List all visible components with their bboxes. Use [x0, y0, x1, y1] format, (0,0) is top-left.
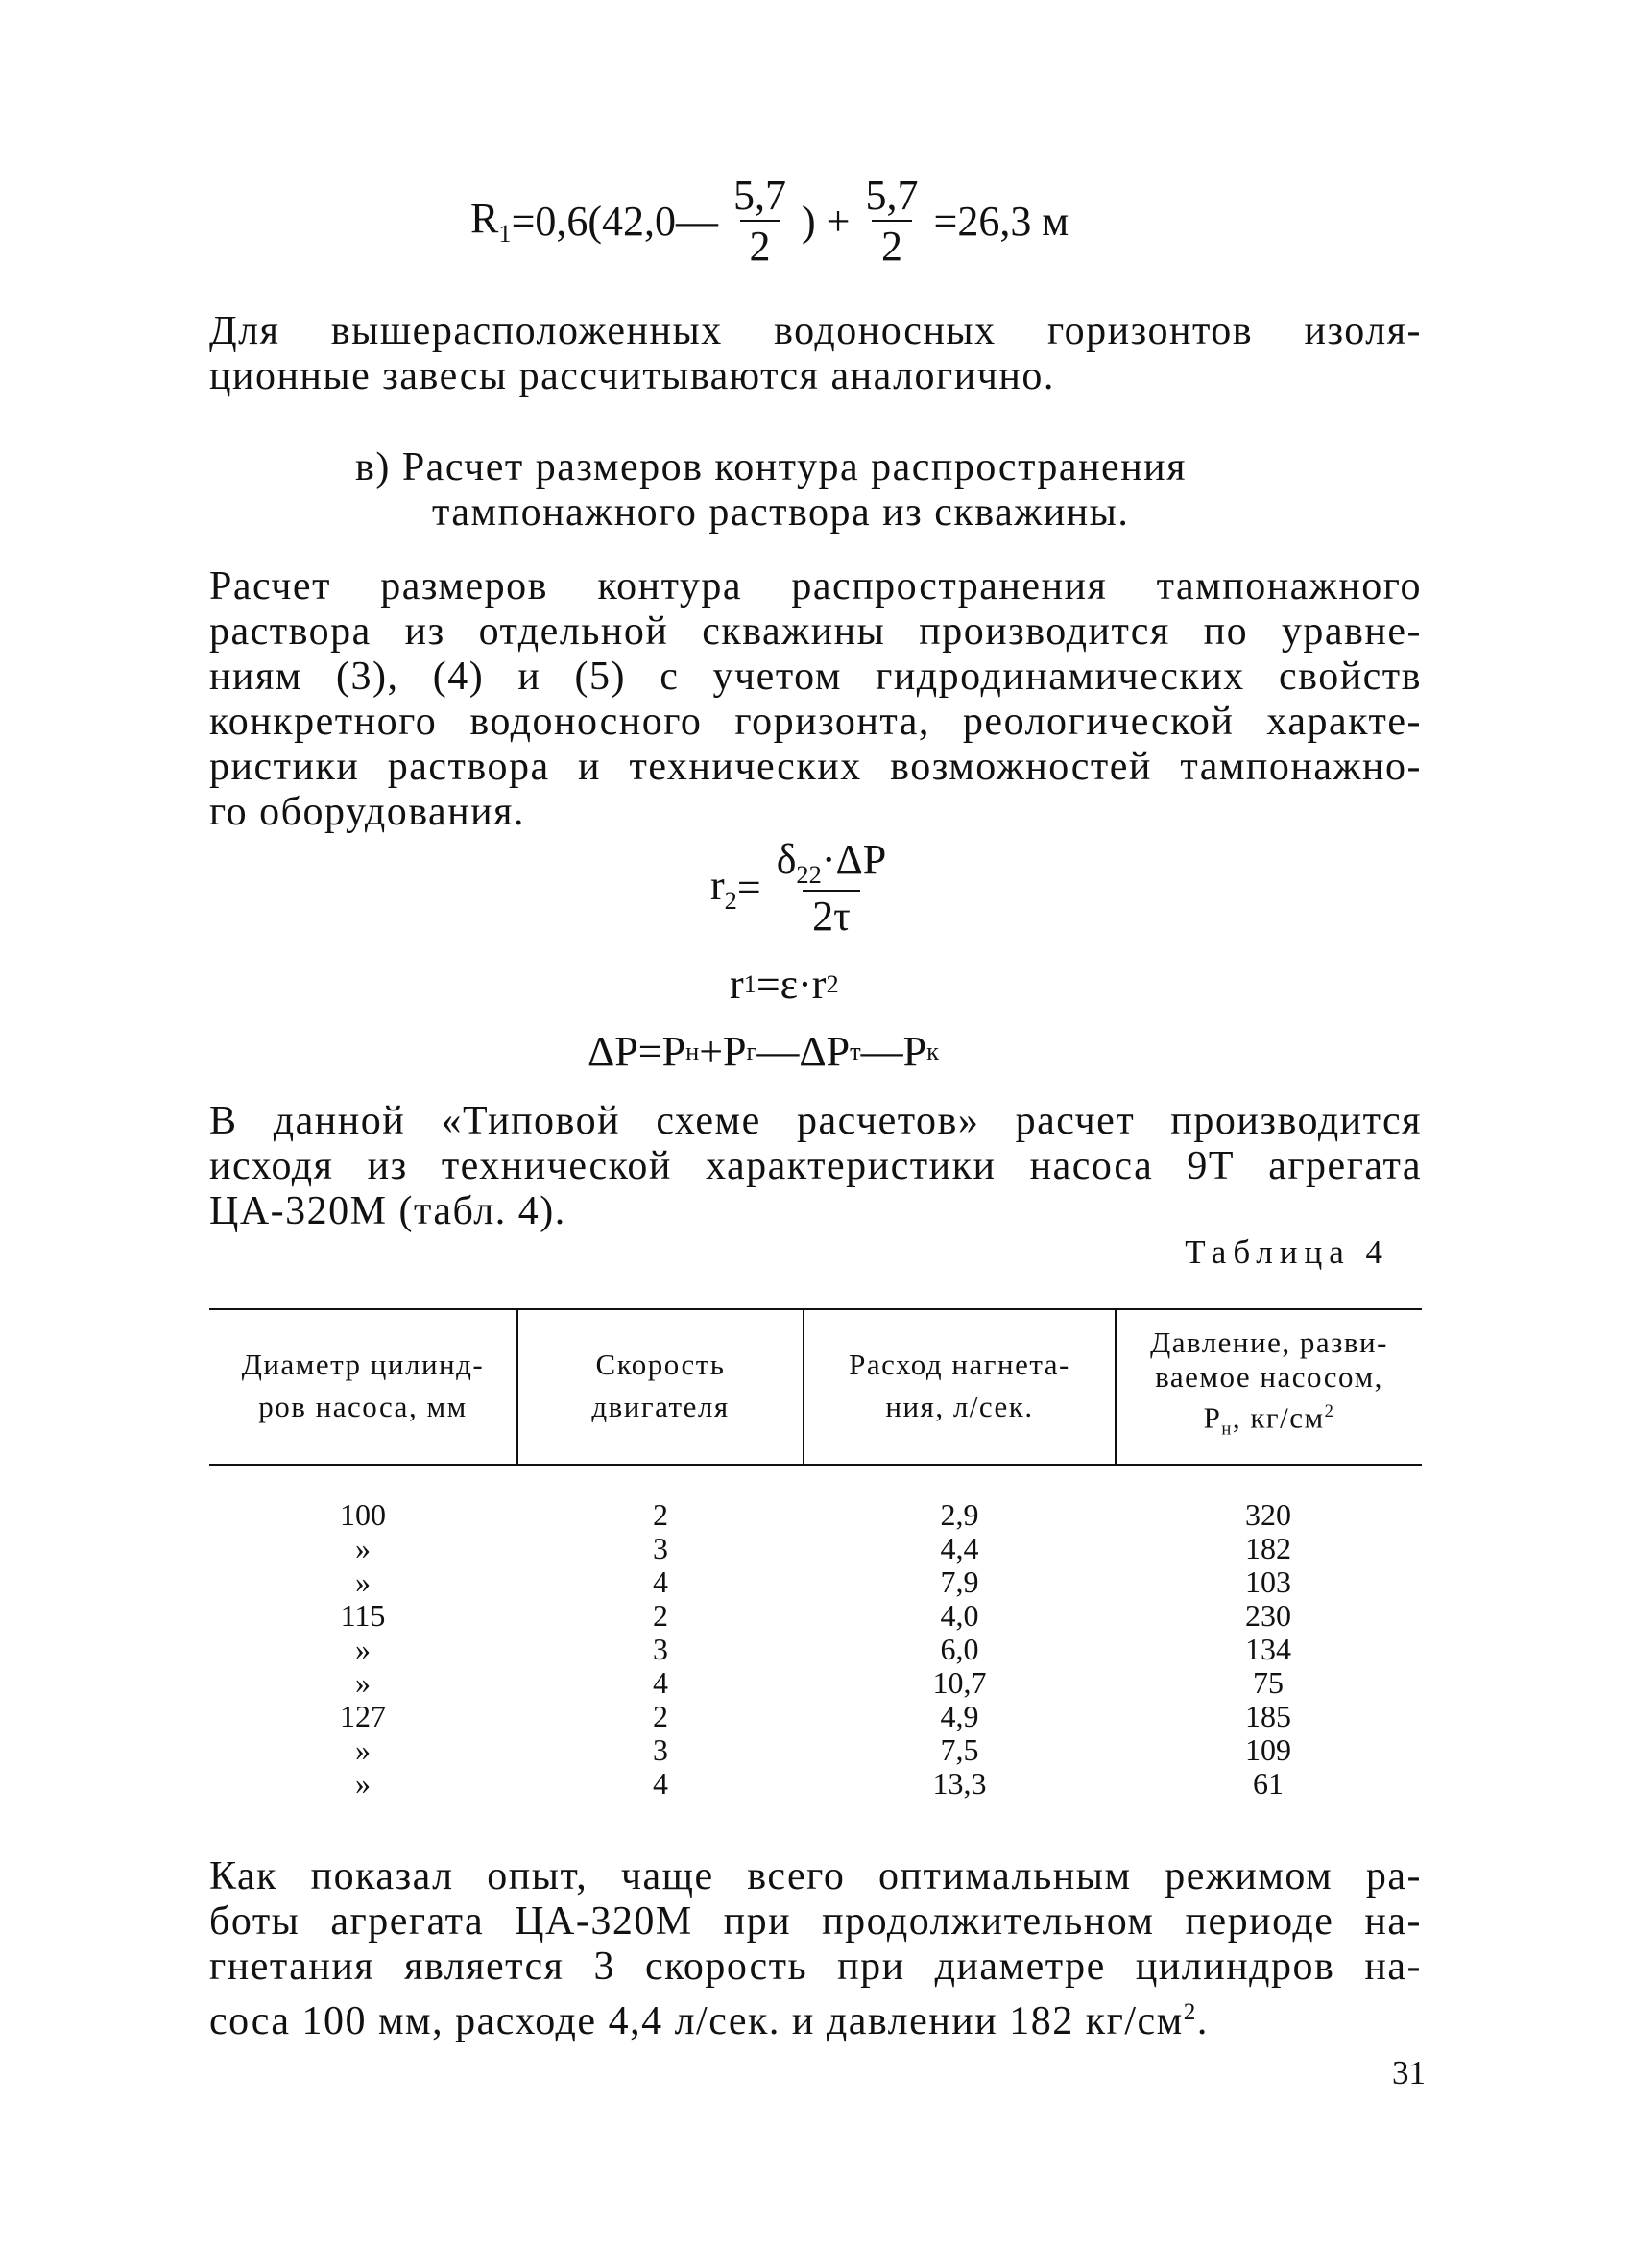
table-header-pressure: Давление, разви- ваемое насосом, $P_н$, $кг/см^2$ — [1150, 1325, 1388, 1440]
formula-r1-fraction-2: $\frac{5,7}{2}$ — [865, 172, 919, 270]
paragraph-calculation: Расчет размеров контура распространения тампонажного раствора из отдельной скважины производится по уравне- ниям (3), (4) и (5) с учетом гидродинамических свойств конкретного водоносного горизонта, реологической характе- ристики раствора и технических возможностей тампонажно- го оборудования. — [209, 564, 1422, 834]
table-row: » 4 13,3 61 — [355, 1766, 1284, 1801]
table-row: » 3 6,0 134 — [355, 1632, 1291, 1666]
formula-r2 — [710, 835, 901, 941]
table-row: 115 2 4,0 230 — [340, 1598, 1291, 1633]
table-row: » 3 7,5 109 — [355, 1732, 1291, 1767]
table-header-speed: Скорость двигателя — [591, 1348, 730, 1423]
table-caption: Таблица 4 — [1185, 1233, 1389, 1271]
paragraph-curtains: Для вышерасположенных водоносных горизонтов изоля- ционные завесы рассчитываются аналогично. — [209, 309, 1422, 398]
formula-r2-eq: = — [736, 864, 761, 912]
formula-r1-fraction-1: $\frac{5,7}{2}$ — [733, 172, 787, 270]
table-header-diameter: Диаметр цилинд- ров насоса, мм — [241, 1348, 485, 1423]
table-row: » 4 10,7 75 — [355, 1665, 1284, 1700]
formula-r1-mid: ) + — [802, 197, 851, 245]
table-row: 127 2 4,9 185 — [340, 1699, 1291, 1733]
formula-r2-fraction: $\frac{\delta_{22}\cdot\Delta P}{2\tau}$ — [776, 836, 887, 940]
table-row: » 4 7,9 103 — [355, 1564, 1291, 1599]
table-header-flow: Расход нагнета- ния, л/сек. — [849, 1348, 1070, 1423]
paragraph-pump: В данной «Типовой схеме расчетов» расчет производится исходя из технической характеристики насоса 9Т агрегата ЦА-320М (табл. 4). — [209, 1099, 1422, 1233]
section-heading: в) Расчет размеров контура распространения тампонажного раствора из скважины. — [355, 445, 1187, 535]
page-number: 31 — [1392, 2054, 1426, 2091]
paragraph-conclusion: Как показал опыт, чаще всего оптимальным режимом ра- боты агрегата ЦА-320М при продолжительном периоде на- гнетания является 3 скорость при диаметре цилиндров на- соса 100 мм, расходе 4,4 л/сек. и давлении 182 $кг/см^2$. — [209, 1854, 1422, 2043]
formula-r1 — [470, 171, 1069, 271]
formula-delta-p: ΔP=P н +P г —ΔP т —P к — [588, 1028, 939, 1075]
formula-r1-result: =26,3 м — [933, 197, 1069, 245]
formula-r1-epsilon: r 1 =ε·r 2 — [730, 961, 839, 1008]
formula-r1-eq: =0,6(42,0— — [511, 197, 719, 245]
table-row: 100 2 2,9 320 — [340, 1497, 1291, 1532]
table-header-rule — [209, 1464, 1422, 1466]
table-row: » 3 4,4 182 — [355, 1531, 1291, 1565]
formula-r1-lhs: $R_1$ — [470, 194, 512, 248]
formula-r2-lhs: $r_2$ — [710, 861, 737, 915]
table-body — [209, 1498, 1422, 1801]
